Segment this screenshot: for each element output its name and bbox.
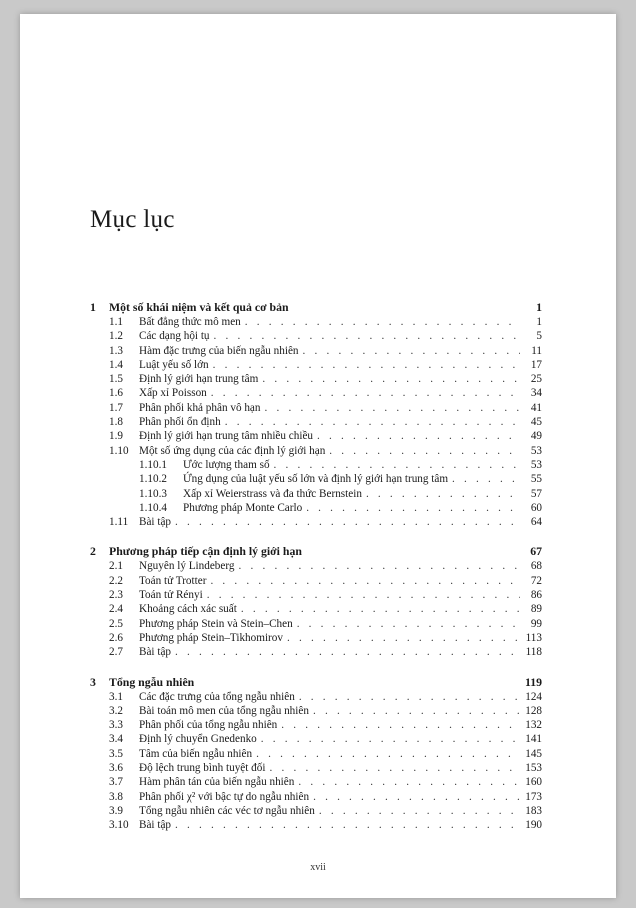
dot-leader <box>281 718 520 732</box>
section-entry[interactable] <box>90 645 542 659</box>
section-title: Hàm phân tán của biến ngẫu nhiên <box>139 776 295 789</box>
dot-leader <box>225 415 520 429</box>
section-page: 17 <box>530 358 542 371</box>
section-title: Khoảng cách xác suất <box>139 603 237 616</box>
chapter-title: Một số khái niệm và kết quả cơ bản <box>109 300 289 314</box>
section-page: 53 <box>530 444 542 457</box>
section-page: 190 <box>525 819 542 832</box>
section-page: 41 <box>530 401 542 414</box>
section-page: 72 <box>530 574 542 587</box>
section-entry[interactable] <box>90 588 542 602</box>
section-title: Ước lượng tham số <box>183 458 270 471</box>
section-page: 11 <box>531 344 542 357</box>
dot-leader <box>262 372 520 386</box>
section-page: 145 <box>525 747 542 760</box>
subsection-entry[interactable] <box>90 472 542 486</box>
document-page <box>20 14 616 898</box>
dot-leader <box>261 732 520 746</box>
section-page: 1 <box>536 316 542 328</box>
dot-leader <box>175 515 520 529</box>
chapter-entry[interactable] <box>90 543 542 559</box>
dot-leader <box>213 358 520 372</box>
section-number: 1.7 <box>109 401 123 414</box>
toc-chapter-1 <box>90 299 542 529</box>
section-title: Xấp xỉ Poisson <box>139 387 207 400</box>
section-page: 99 <box>530 617 542 630</box>
dot-leader <box>298 775 520 789</box>
dot-leader <box>211 386 520 400</box>
dot-leader <box>175 818 520 832</box>
chapter-entry[interactable] <box>90 299 542 315</box>
chapter-page: 1 <box>536 300 542 314</box>
dot-leader <box>269 761 520 775</box>
dot-leader <box>245 315 520 329</box>
section-title: Xấp xỉ Weierstrass và đa thức Bernstein <box>183 487 362 500</box>
section-title: Ứng dụng của luật yếu số lớn và định lý giới hạn trung tâm <box>183 473 449 486</box>
section-page: 118 <box>525 646 542 659</box>
section-number: 1.10.1 <box>139 458 167 471</box>
section-title: Bài tập <box>139 819 172 832</box>
section-title: Định lý giới hạn trung tâm nhiều chiều <box>139 430 314 443</box>
chapter-number: 3 <box>90 674 96 689</box>
section-page: 160 <box>525 776 542 789</box>
dot-leader <box>317 429 520 443</box>
section-page: 183 <box>525 804 542 817</box>
section-title: Phương pháp Monte Carlo <box>183 501 303 514</box>
section-number: 1.5 <box>109 373 123 386</box>
dot-leader <box>214 329 520 343</box>
section-title: Nguyên lý Lindeberg <box>139 560 235 573</box>
section-page: 141 <box>525 733 542 746</box>
section-number: 1.3 <box>109 344 123 357</box>
section-page: 60 <box>530 501 542 514</box>
section-entry[interactable] <box>90 704 542 718</box>
section-title: Bài toán mô men của tổng ngẫu nhiên <box>139 704 309 717</box>
section-page: 132 <box>525 719 542 732</box>
section-entry[interactable] <box>90 444 542 458</box>
section-entry[interactable] <box>90 690 542 704</box>
section-title: Bài tập <box>139 516 172 529</box>
chapter-entry[interactable] <box>90 674 542 690</box>
chapter-number: 2 <box>90 544 96 559</box>
section-page: 124 <box>525 690 542 703</box>
section-page: 57 <box>530 487 542 500</box>
section-title: Các đặc trưng của tổng ngẫu nhiên <box>139 690 295 703</box>
dot-leader <box>313 704 520 718</box>
section-title: Hàm đặc trưng của biến ngẫu nhiên <box>139 344 299 357</box>
chapter-page: 119 <box>524 674 542 689</box>
subsection-entry[interactable] <box>90 487 542 501</box>
dot-leader <box>239 559 521 573</box>
section-entry[interactable] <box>90 386 542 400</box>
section-page: 89 <box>530 603 542 616</box>
dot-leader <box>329 444 520 458</box>
chapter-page: 67 <box>530 544 542 559</box>
section-page: 5 <box>536 330 542 343</box>
section-title: Tổng ngẫu nhiên các véc tơ ngẫu nhiên <box>139 804 315 817</box>
section-title: Định lý chuyển Gnedenko <box>139 733 257 746</box>
section-page: 25 <box>530 373 542 386</box>
chapter-title: Tổng ngẫu nhiên <box>109 674 195 689</box>
section-entry[interactable] <box>90 315 542 329</box>
section-number: 3.3 <box>109 719 123 732</box>
section-entry[interactable] <box>90 761 542 775</box>
section-number: 3.9 <box>109 804 123 817</box>
section-title: Độ lệch trung bình tuyệt đối <box>139 762 266 775</box>
section-page: 45 <box>530 416 542 429</box>
section-page: 64 <box>530 516 542 529</box>
section-entry[interactable] <box>90 401 542 415</box>
section-title: Một số ứng dụng của các định lý giới hạn <box>139 444 326 457</box>
section-page: 34 <box>530 387 542 400</box>
section-number: 2.6 <box>109 631 123 644</box>
toc-chapter-2 <box>90 543 542 659</box>
section-title: Phương pháp Stein và Stein–Chen <box>139 617 293 630</box>
section-title: Phân phối ổn định <box>139 416 221 429</box>
section-number: 1.10.4 <box>139 501 167 514</box>
dot-leader <box>210 574 520 588</box>
section-title: Luật yếu số lớn <box>139 358 209 371</box>
section-title: Định lý giới hạn trung tâm <box>139 373 259 386</box>
section-title: Toán tử Rényi <box>139 589 203 602</box>
section-title: Bài tập <box>139 646 172 659</box>
dot-leader <box>299 690 520 704</box>
section-page: 113 <box>525 631 542 644</box>
section-entry[interactable] <box>90 372 542 386</box>
section-entry[interactable] <box>90 559 542 573</box>
section-number: 1.2 <box>109 330 123 343</box>
section-entry[interactable] <box>90 415 542 429</box>
toc-chapter-3 <box>90 674 542 833</box>
dot-leader <box>306 501 520 515</box>
section-page: 173 <box>525 790 542 803</box>
dot-leader <box>207 588 520 602</box>
section-page: 128 <box>525 704 542 717</box>
section-entry[interactable] <box>90 804 542 818</box>
section-title: Bất đẳng thức mô men <box>139 316 241 328</box>
section-title: Phân phối của tổng ngẫu nhiên <box>139 719 278 732</box>
section-page: 68 <box>530 560 542 573</box>
chapter-number: 1 <box>90 300 96 314</box>
section-number: 2.5 <box>109 617 123 630</box>
section-entry[interactable] <box>90 718 542 732</box>
section-entry[interactable] <box>90 344 542 358</box>
section-entry[interactable] <box>90 429 542 443</box>
section-number: 3.10 <box>109 819 129 832</box>
section-entry[interactable] <box>90 617 542 631</box>
section-title: Phương pháp Stein–Tikhomirov <box>139 631 283 644</box>
section-page: 153 <box>525 762 542 775</box>
chapter-title: Phương pháp tiếp cận định lý giới hạn <box>109 544 302 559</box>
section-title: Phân phối khả phân vô hạn <box>139 401 261 414</box>
section-number: 2.4 <box>109 603 123 616</box>
section-entry[interactable] <box>90 818 542 832</box>
dot-leader <box>265 401 521 415</box>
page-number: xvii <box>310 862 326 873</box>
subsection-entry[interactable] <box>90 458 542 472</box>
section-entry[interactable] <box>90 790 542 804</box>
section-number: 3.8 <box>109 790 123 803</box>
section-number: 2.3 <box>109 589 123 602</box>
dot-leader <box>452 472 520 486</box>
section-number: 1.9 <box>109 430 123 443</box>
section-entry[interactable] <box>90 747 542 761</box>
dot-leader <box>297 617 520 631</box>
dot-leader <box>366 487 520 501</box>
section-title: Phân phối χ² với bậc tự do ngẫu nhiên <box>139 790 310 803</box>
section-title: Các dạng hội tụ <box>139 330 210 343</box>
section-number: 3.1 <box>109 690 123 703</box>
section-number: 1.10 <box>109 444 129 457</box>
section-number: 3.5 <box>109 747 123 760</box>
section-number: 2.1 <box>109 560 123 573</box>
section-number: 1.8 <box>109 416 123 429</box>
section-number: 1.4 <box>109 358 123 371</box>
section-number: 3.4 <box>109 733 123 746</box>
dot-leader <box>303 344 520 358</box>
section-entry[interactable] <box>90 775 542 789</box>
section-number: 1.6 <box>109 387 123 400</box>
dot-leader <box>241 602 520 616</box>
subsection-entry[interactable] <box>90 501 542 515</box>
section-number: 1.10.2 <box>139 473 167 486</box>
dot-leader <box>256 747 520 761</box>
section-entry[interactable] <box>90 574 542 588</box>
table-of-contents <box>90 299 542 847</box>
section-number: 1.10.3 <box>139 487 167 500</box>
section-title: Tâm của biến ngẫu nhiên <box>139 747 253 760</box>
section-number: 2.2 <box>109 574 123 587</box>
dot-leader <box>287 631 520 645</box>
section-entry[interactable] <box>90 732 542 746</box>
section-page: 53 <box>530 458 542 471</box>
section-title: Toán tử Trotter <box>139 574 207 587</box>
section-number: 3.2 <box>109 704 123 717</box>
section-number: 3.6 <box>109 762 123 775</box>
section-page: 49 <box>530 430 542 443</box>
section-entry[interactable] <box>90 631 542 645</box>
page-title: Mục lục <box>90 206 175 233</box>
section-page: 55 <box>530 473 542 486</box>
section-number: 1.11 <box>109 516 129 529</box>
section-entry[interactable] <box>90 515 542 529</box>
section-number: 3.7 <box>109 776 123 789</box>
dot-leader <box>274 458 520 472</box>
section-entry[interactable] <box>90 602 542 616</box>
section-entry[interactable] <box>90 358 542 372</box>
section-number: 1.1 <box>109 316 123 328</box>
dot-leader <box>313 790 520 804</box>
section-page: 86 <box>530 589 542 602</box>
section-entry[interactable] <box>90 329 542 343</box>
dot-leader <box>175 645 520 659</box>
section-number: 2.7 <box>109 646 123 659</box>
dot-leader <box>319 804 520 818</box>
